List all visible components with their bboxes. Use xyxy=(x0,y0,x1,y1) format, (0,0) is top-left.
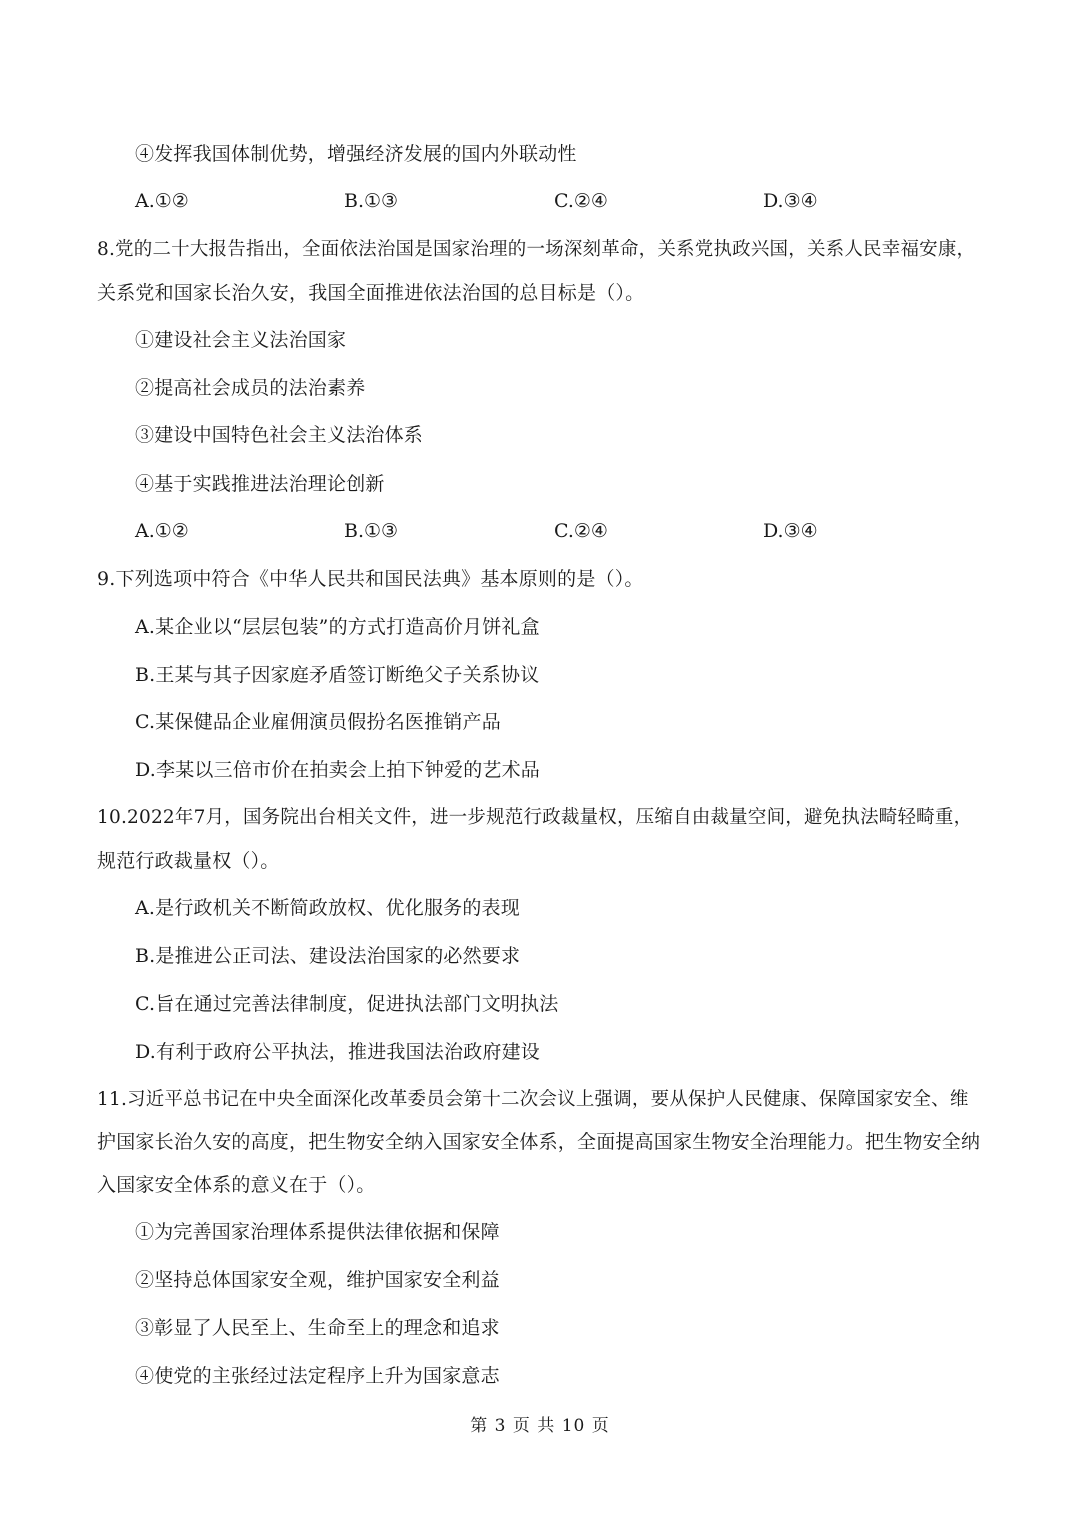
q9-choice-d: D.李某以三倍市价在拍卖会上拍下钟爱的艺术品 xyxy=(135,759,540,781)
q8-stem-line-2: 关系党和国家长治久安，我国全面推进依法治国的总目标是（）。 xyxy=(97,282,645,304)
q8-option-b: B.①③ xyxy=(344,520,399,542)
q11-stem-line-1: 11.习近平总书记在中央全面深化改革委员会第十二次会议上强调，要从保护人民健康、保障国家安全、维 xyxy=(97,1089,969,1110)
q8-option-c: C.②④ xyxy=(554,520,608,542)
q8-item-1: ①建设社会主义法治国家 xyxy=(135,329,347,351)
q11-item-1: ①为完善国家治理体系提供法律依据和保障 xyxy=(135,1221,500,1243)
q8-stem-line-1: 8.党的二十大报告指出，全面依法治国是国家治理的一场深刻革命，关系党执政兴国，关系人民幸福安康， xyxy=(97,239,976,260)
q11-stem-line-3: 入国家安全体系的意义在于（）。 xyxy=(97,1174,376,1196)
q8-option-d: D.③④ xyxy=(763,520,818,542)
q7-option-c: C.②④ xyxy=(554,190,608,212)
q7-option-b: B.①③ xyxy=(344,190,399,212)
q9-stem: 9.下列选项中符合《中华人民共和国民法典》基本原则的是（）。 xyxy=(97,568,644,590)
q11-item-4: ④使党的主张经过法定程序上升为国家意志 xyxy=(135,1365,500,1387)
q8-item-3: ③建设中国特色社会主义法治体系 xyxy=(135,424,424,446)
q8-options xyxy=(135,518,835,544)
q9-choice-a: A.某企业以“层层包装”的方式打造高价月饼礼盒 xyxy=(135,616,540,638)
q10-stem-line-2: 规范行政裁量权（）。 xyxy=(97,850,280,872)
q8-item-2: ②提高社会成员的法治素养 xyxy=(135,377,366,399)
q10-choice-d: D.有利于政府公平执法，推进我国法治政府建设 xyxy=(135,1041,540,1063)
q9-choice-c: C.某保健品企业雇佣演员假扮名医推销产品 xyxy=(135,711,501,733)
q7-item-4: ④发挥我国体制优势，增强经济发展的国内外联动性 xyxy=(135,143,577,165)
q11-item-2: ②坚持总体国家安全观，维护国家安全利益 xyxy=(135,1269,500,1291)
q10-stem-line-1: 10.2022年7月，国务院出台相关文件，进一步规范行政裁量权，压缩自由裁量空间，避免执法畸轻畸重， xyxy=(97,807,973,828)
page-number-footer: 第 3 页 共 10 页 xyxy=(470,1416,610,1436)
q7-option-a: A.①② xyxy=(135,190,189,212)
q10-choice-a: A.是行政机关不断简政放权、优化服务的表现 xyxy=(135,897,520,919)
q7-options xyxy=(135,188,835,214)
q7-option-d: D.③④ xyxy=(763,190,818,212)
q9-choice-b: B.王某与其子因家庭矛盾签订断绝父子关系协议 xyxy=(135,664,540,686)
q8-option-a: A.①② xyxy=(135,520,189,542)
q11-stem-line-2: 护国家长治久安的高度，把生物安全纳入国家安全体系，全面提高国家生物安全治理能力。把生物安全纳 xyxy=(97,1131,981,1153)
q8-item-4: ④基于实践推进法治理论创新 xyxy=(135,473,385,495)
q10-choice-c: C.旨在通过完善法律制度，促进执法部门文明执法 xyxy=(135,993,559,1015)
q10-choice-b: B.是推进公正司法、建设法治国家的必然要求 xyxy=(135,945,521,967)
q11-item-3: ③彰显了人民至上、生命至上的理念和追求 xyxy=(135,1317,500,1339)
